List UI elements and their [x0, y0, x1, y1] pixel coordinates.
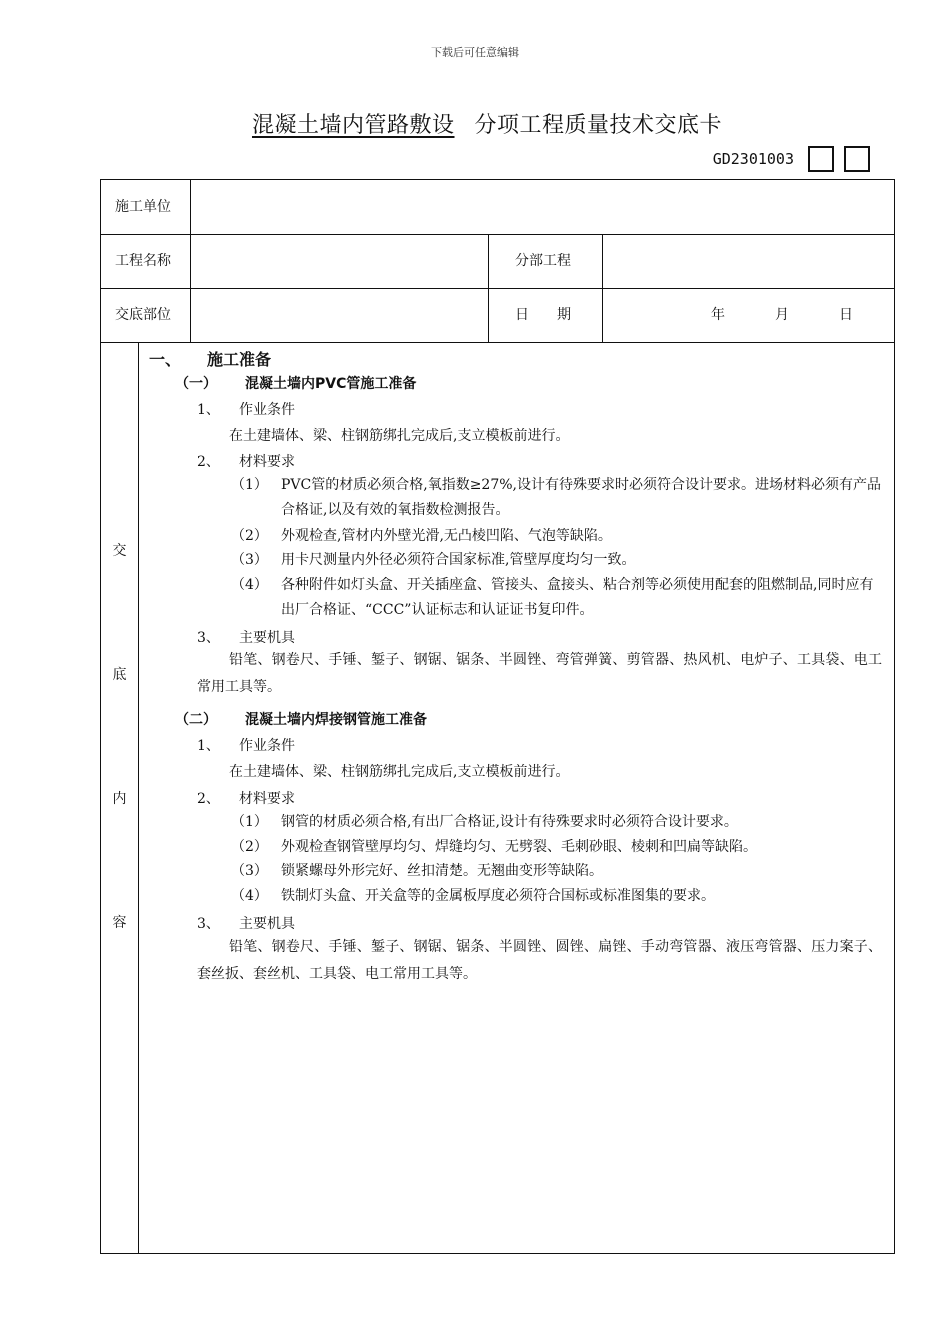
item-title: 材料要求	[239, 454, 295, 470]
subsection-number: （二）	[175, 712, 217, 728]
section-number: 一、	[149, 350, 182, 369]
tools-paragraph: 铅笔、钢卷尺、手锤、錾子、钢锯、锯条、半圆锉、弯管弹簧、剪管器、热风机、电炉子、工具袋、电工常用工具等。	[197, 652, 882, 695]
list-item-text: 钢管的材质必须合格,有出厂合格证,设计有待殊要求时必须符合设计要求。	[281, 814, 738, 830]
side-label-nei: 内	[112, 791, 127, 807]
date-month[interactable]: 月	[775, 307, 789, 323]
col-divider	[190, 180, 191, 342]
list-item	[231, 835, 884, 860]
paragraph: 在土建墙体、梁、柱钢筋绑扎完成后,支立模板前进行。	[229, 428, 570, 444]
subsection-number: （一）	[175, 376, 217, 392]
row-divider	[101, 288, 894, 289]
section-heading	[149, 347, 271, 370]
side-label-di: 底	[112, 667, 127, 683]
item-number: 3、	[197, 916, 220, 932]
list-item	[231, 810, 884, 835]
subsection-heading	[175, 709, 427, 729]
unit-label: 施工单位	[115, 199, 171, 215]
col-divider	[602, 234, 603, 342]
item-title: 作业条件	[239, 402, 295, 418]
list-item-text: PVC管的材质必须合格,氧指数≥27%,设计有待殊要求时必须符合设计要求。进场材料必须有产品合格证,以及有效的氧指数检测报告。	[281, 477, 881, 518]
title-rest: 分项工程质量技术交底卡	[474, 113, 723, 138]
list-item-number: （4）	[231, 577, 268, 593]
list-item-number: （1）	[231, 814, 268, 830]
item-title: 主要机具	[239, 916, 295, 932]
project-label: 工程名称	[115, 253, 171, 269]
section-title: 施工准备	[207, 350, 272, 369]
list-item-text: 锁紧螺母外形完好、丝扣清楚。无翘曲变形等缺陷。	[281, 863, 603, 879]
list-item	[231, 473, 884, 523]
list-item	[231, 524, 884, 549]
item-heading	[197, 788, 295, 808]
date-label: 日 期	[515, 307, 571, 323]
item-number: 2、	[197, 791, 220, 807]
list-item-text: 各种附件如灯头盒、开关插座盒、管接头、盒接头、粘合剂等必须使用配套的阻燃制品,同时应有出厂合格证、“CCC”认证标志和认证证书复印件。	[281, 577, 874, 618]
list-item-number: （3）	[231, 863, 268, 879]
list-item-number: （1）	[231, 477, 268, 493]
item-title: 主要机具	[239, 630, 295, 646]
download-note: 下载后可任意编辑	[431, 46, 519, 59]
list-item-number: （4）	[231, 888, 268, 904]
list-item-text: 铁制灯头盒、开关盒等的金属板厚度必须符合国标或标准图集的要求。	[281, 888, 715, 904]
item-title: 作业条件	[239, 738, 295, 754]
item-heading	[197, 735, 295, 755]
document-title	[0, 108, 950, 139]
list-item	[231, 884, 884, 909]
document-code-row	[713, 146, 870, 172]
subsection-title: 混凝土墙内PVC管施工准备	[245, 376, 417, 392]
subsection-title: 混凝土墙内焊接钢管施工准备	[245, 712, 427, 728]
list-item	[231, 548, 884, 573]
side-label-jiao: 交	[112, 543, 127, 559]
item-heading	[197, 627, 295, 647]
list-item-text: 外观检查钢管壁厚均匀、焊缝均匀、无劈裂、毛刺砂眼、棱刺和凹扁等缺陷。	[281, 839, 757, 855]
list-item	[231, 573, 884, 623]
list-item-number: （3）	[231, 552, 268, 568]
row-divider	[101, 234, 894, 235]
paragraph: 在土建墙体、梁、柱钢筋绑扎完成后,支立模板前进行。	[229, 764, 570, 780]
item-title: 材料要求	[239, 791, 295, 807]
item-heading	[197, 451, 295, 471]
item-number: 3、	[197, 630, 220, 646]
col-divider	[488, 234, 489, 342]
checkbox-2[interactable]	[844, 146, 870, 172]
list-item-text: 外观检查,管材内外壁光滑,无凸棱凹陷、气泡等缺陷。	[281, 528, 612, 544]
checkbox-1[interactable]	[808, 146, 834, 172]
list-item-number: （2）	[231, 839, 268, 855]
list-item-text: 用卡尺测量内外径必须符合国家标准,管壁厚度均匀一致。	[281, 552, 636, 568]
division-label: 分部工程	[515, 253, 571, 269]
date-year[interactable]: 年	[711, 307, 725, 323]
disclosure-table	[100, 179, 895, 1254]
part-label: 交底部位	[115, 307, 171, 323]
list-item	[231, 859, 884, 884]
disclosure-content	[139, 343, 894, 1253]
title-subject: 混凝土墙内管路敷设	[251, 113, 455, 138]
item-heading	[197, 399, 295, 419]
item-number: 1、	[197, 738, 220, 754]
item-heading	[197, 913, 295, 933]
list-item-number: （2）	[231, 528, 268, 544]
side-label-rong: 容	[112, 915, 127, 931]
item-number: 1、	[197, 402, 220, 418]
document-code: GD2301003	[712, 150, 794, 168]
item-number: 2、	[197, 454, 220, 470]
subsection-heading	[175, 373, 416, 393]
date-day[interactable]: 日	[839, 307, 853, 323]
tools-paragraph: 铅笔、钢卷尺、手锤、錾子、钢锯、锯条、半圆锉、圆锉、扁锉、手动弯管器、液压弯管器、压力案子、套丝扳、套丝机、工具袋、电工常用工具等。	[197, 939, 882, 982]
